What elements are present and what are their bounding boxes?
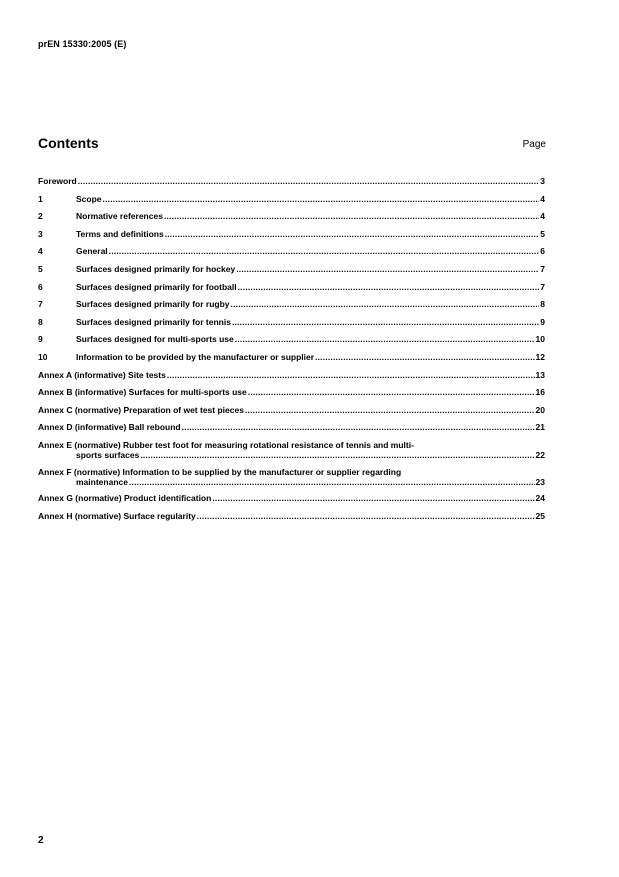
dot-leader bbox=[78, 176, 540, 186]
toc-entry-page: 16 bbox=[535, 387, 545, 398]
toc-entry-number: 1 bbox=[38, 193, 43, 204]
toc-entry-number: 4 bbox=[38, 246, 43, 257]
toc-entry-label: Annex G (normative) Product identification bbox=[38, 493, 212, 504]
toc-entry-page: 4 bbox=[540, 211, 545, 222]
dot-leader bbox=[140, 450, 534, 460]
toc-entry-number: 5 bbox=[38, 263, 43, 274]
toc-entry-label: Annex A (informative) Site tests bbox=[38, 369, 166, 380]
dot-leader bbox=[109, 246, 540, 256]
toc-entry-page: 9 bbox=[540, 316, 545, 327]
toc-entry-page: 12 bbox=[535, 351, 545, 362]
toc-entry-label: Annex D (informative) Ball rebound bbox=[38, 422, 181, 433]
toc-entry-label: Surfaces designed primarily for football bbox=[76, 281, 237, 292]
toc-entry-rugby[interactable] bbox=[38, 299, 545, 309]
toc-entry-multi-sports[interactable] bbox=[38, 334, 545, 344]
toc-entry-page: 25 bbox=[535, 510, 545, 521]
contents-title: Contents bbox=[38, 135, 99, 151]
toc-entry-foreword[interactable] bbox=[38, 176, 545, 186]
dot-leader bbox=[235, 334, 535, 344]
toc-entry-annex-c[interactable] bbox=[38, 405, 545, 415]
dot-leader bbox=[212, 493, 534, 503]
toc-entry-normative-references[interactable] bbox=[38, 211, 545, 221]
dot-leader bbox=[197, 511, 535, 521]
toc-entry-tennis[interactable] bbox=[38, 317, 545, 327]
toc-entry-label: Surfaces designed primarily for rugby bbox=[76, 299, 230, 310]
toc-entry-page: 3 bbox=[540, 176, 545, 186]
toc-entry-label: Annex B (informative) Surfaces for multi-sports use bbox=[38, 387, 247, 398]
toc-entry-football[interactable] bbox=[38, 282, 545, 292]
page-column-label: Page bbox=[522, 139, 546, 150]
toc-entry-page: 8 bbox=[540, 299, 545, 310]
toc-entry-label: Annex E (normative) Rubber test foot for measuring rotational resistance of tennis and multi- bbox=[38, 439, 414, 450]
toc-entry-number: 9 bbox=[38, 334, 43, 345]
toc-entry-page: 13 bbox=[535, 369, 545, 380]
toc-entry-number: 8 bbox=[38, 316, 43, 327]
dot-leader bbox=[236, 264, 539, 274]
dot-leader bbox=[167, 370, 535, 380]
toc-entry-label: Normative references bbox=[76, 211, 163, 222]
dot-leader bbox=[182, 422, 535, 432]
toc-entry-scope[interactable] bbox=[38, 194, 545, 204]
toc-entry-page: 24 bbox=[535, 493, 545, 504]
page-number: 2 bbox=[38, 835, 44, 846]
toc-entry-number: 3 bbox=[38, 228, 43, 239]
toc-entry-general[interactable] bbox=[38, 246, 545, 256]
dot-leader bbox=[232, 317, 539, 327]
toc-entry-label: Foreword bbox=[38, 176, 77, 186]
toc-entry-label: Annex H (normative) Surface regularity bbox=[38, 510, 196, 521]
dot-leader bbox=[238, 282, 540, 292]
toc-entry-label: Information to be provided by the manufacturer or supplier bbox=[76, 351, 315, 362]
toc-entry-annex-e[interactable] bbox=[38, 440, 545, 460]
toc-entry-page: 10 bbox=[535, 334, 545, 345]
toc-entry-label: Surfaces designed primarily for hockey bbox=[76, 263, 236, 274]
toc-entry-label: Scope bbox=[76, 193, 102, 204]
dot-leader bbox=[248, 387, 535, 397]
toc-entry-label: Surfaces designed for multi-sports use bbox=[76, 334, 234, 345]
toc-entry-page: 6 bbox=[540, 246, 545, 257]
toc-entry-label: Annex F (normative) Information to be supplied by the manufacturer or supplier regarding bbox=[38, 466, 402, 477]
toc-entry-information-provided[interactable] bbox=[38, 352, 545, 362]
dot-leader bbox=[231, 299, 540, 309]
toc-entry-terms-and-definitions[interactable] bbox=[38, 229, 545, 239]
dot-leader bbox=[315, 352, 535, 362]
toc-entry-number: 6 bbox=[38, 281, 43, 292]
toc-entry-label: General bbox=[76, 246, 108, 257]
toc-entry-page: 5 bbox=[540, 228, 545, 239]
dot-leader bbox=[245, 405, 535, 415]
toc-entry-page: 23 bbox=[535, 476, 545, 487]
toc-entry-annex-g[interactable] bbox=[38, 493, 545, 503]
toc-entry-page: 22 bbox=[535, 449, 545, 460]
toc-entry-page: 21 bbox=[535, 422, 545, 433]
dot-leader bbox=[103, 194, 540, 204]
toc-entry-annex-d[interactable] bbox=[38, 422, 545, 432]
toc-entry-annex-h[interactable] bbox=[38, 511, 545, 521]
toc-entry-label-continued: sports surfaces bbox=[76, 449, 140, 460]
dot-leader bbox=[164, 211, 539, 221]
dot-leader bbox=[165, 229, 540, 239]
toc-entry-hockey[interactable] bbox=[38, 264, 545, 274]
toc-entry-number: 7 bbox=[38, 299, 43, 310]
toc-entry-page: 7 bbox=[540, 281, 545, 292]
toc-entry-label-continued: maintenance bbox=[76, 476, 128, 487]
toc-entry-label: Terms and definitions bbox=[76, 228, 164, 239]
table-of-contents bbox=[38, 176, 545, 528]
toc-entry-page: 20 bbox=[535, 404, 545, 415]
toc-entry-label: Surfaces designed primarily for tennis bbox=[76, 316, 231, 327]
toc-entry-label: Annex C (normative) Preparation of wet test pieces bbox=[38, 404, 244, 415]
toc-entry-annex-a[interactable] bbox=[38, 370, 545, 380]
toc-entry-page: 7 bbox=[540, 263, 545, 274]
document-id: prEN 15330:2005 (E) bbox=[38, 39, 127, 49]
dot-leader bbox=[129, 477, 535, 487]
toc-entry-number: 2 bbox=[38, 211, 43, 222]
toc-entry-annex-b[interactable] bbox=[38, 387, 545, 397]
toc-entry-annex-f[interactable] bbox=[38, 467, 545, 487]
toc-entry-page: 4 bbox=[540, 193, 545, 204]
toc-entry-number: 10 bbox=[38, 351, 48, 362]
contents-heading-row bbox=[38, 135, 546, 155]
